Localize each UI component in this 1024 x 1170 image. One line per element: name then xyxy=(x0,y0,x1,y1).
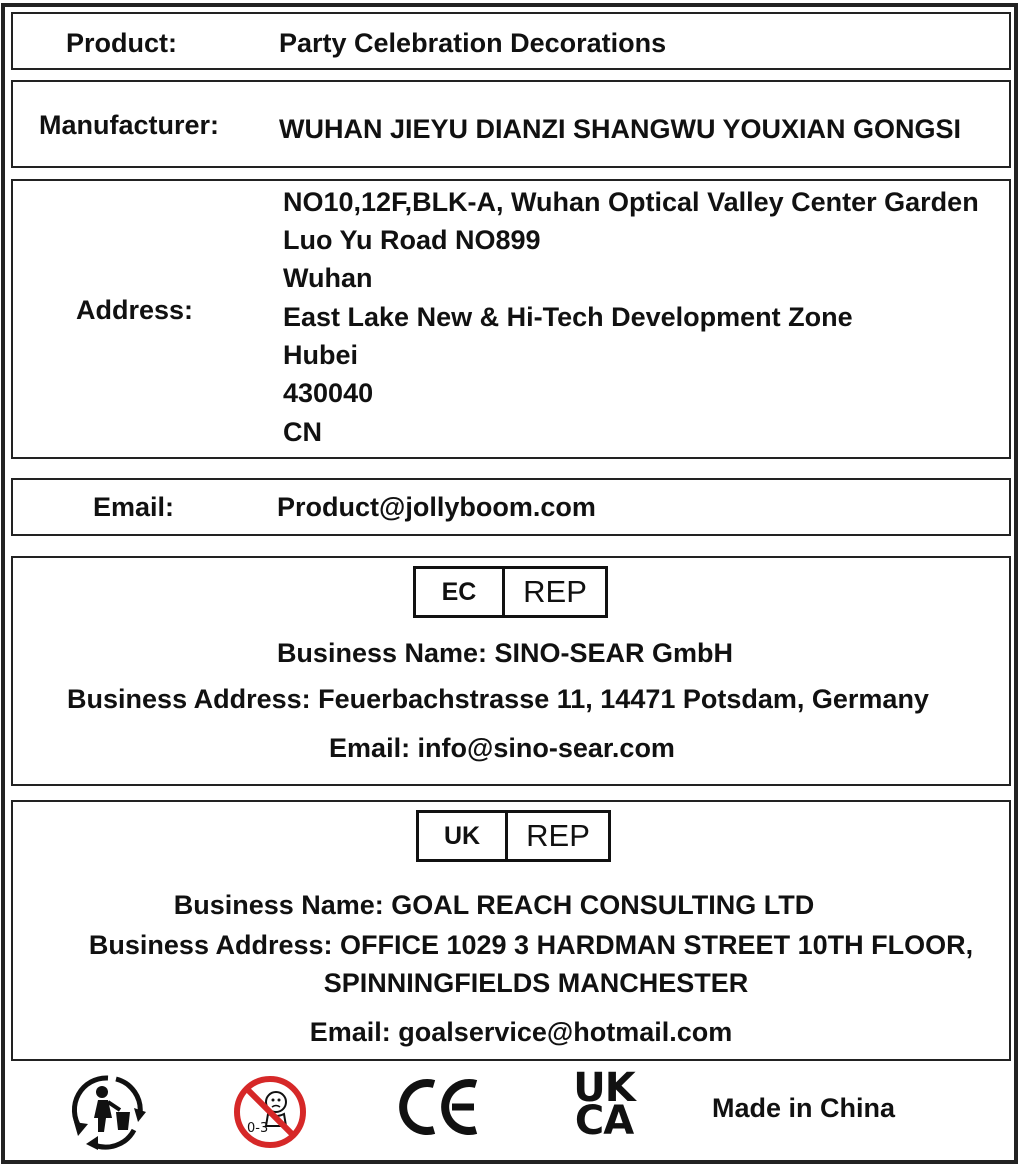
manufacturer-row xyxy=(11,80,1011,168)
ec-rep-badge xyxy=(413,566,608,618)
email-label: Email: xyxy=(93,492,175,522)
uk-business-name: Business Name: GOAL REACH CONSULTING LTD xyxy=(173,890,815,920)
product-row xyxy=(11,12,1011,70)
ec-business-address: Business Address: Feuerbachstrasse 11, 14471 Potsdam, Germany xyxy=(67,684,929,714)
address-row xyxy=(11,179,1011,459)
address-line: NO10,12F,BLK-A, Wuhan Optical Valley Center Garden xyxy=(283,187,979,217)
ce-mark-icon xyxy=(396,1078,482,1136)
uk-business-address-line1: Business Address: OFFICE 1029 3 HARDMAN STREET 10TH FLOOR, xyxy=(88,930,974,960)
address-line: Luo Yu Road NO899 xyxy=(283,225,541,255)
age-warning-text: 0-3 xyxy=(247,1121,269,1136)
email-value: Product@jollyboom.com xyxy=(277,492,596,522)
ec-badge-label: EC xyxy=(416,569,505,615)
uk-rep-badge xyxy=(416,810,611,862)
ec-business-name: Business Name: SINO-SEAR GmbH xyxy=(276,638,734,668)
manufacturer-value: WUHAN JIEYU DIANZI SHANGWU YOUXIAN GONGSI xyxy=(279,114,962,144)
uk-business-address-line2: SPINNINGFIELDS MANCHESTER xyxy=(323,968,749,998)
ukca-line1: UK xyxy=(573,1065,635,1111)
product-value: Party Celebration Decorations xyxy=(279,28,667,58)
address-label: Address: xyxy=(76,295,194,325)
uk-email: Email: goalservice@hotmail.com xyxy=(309,1017,733,1047)
rep-badge-label: REP xyxy=(523,574,587,609)
no-0-3-age-icon xyxy=(232,1074,308,1150)
ukca-line2: CA xyxy=(574,1098,634,1144)
made-in-text: Made in China xyxy=(712,1093,896,1123)
address-line: Hubei xyxy=(283,340,359,370)
address-line: CN xyxy=(283,417,322,447)
address-line: East Lake New & Hi-Tech Development Zone xyxy=(283,302,853,332)
uk-rep-section xyxy=(11,800,1011,1061)
manufacturer-label: Manufacturer: xyxy=(39,110,220,140)
tidyman-recycle-icon xyxy=(68,1072,150,1152)
ec-rep-section xyxy=(11,556,1011,786)
uk-badge-label: UK xyxy=(419,813,508,859)
address-line: Wuhan xyxy=(283,263,373,293)
rep-badge-label: REP xyxy=(526,818,590,853)
ec-email: Email: info@sino-sear.com xyxy=(329,733,675,763)
ukca-mark-icon xyxy=(568,1065,640,1144)
product-label: Product: xyxy=(66,28,177,58)
email-row xyxy=(11,478,1011,536)
address-line: 430040 xyxy=(283,378,374,408)
